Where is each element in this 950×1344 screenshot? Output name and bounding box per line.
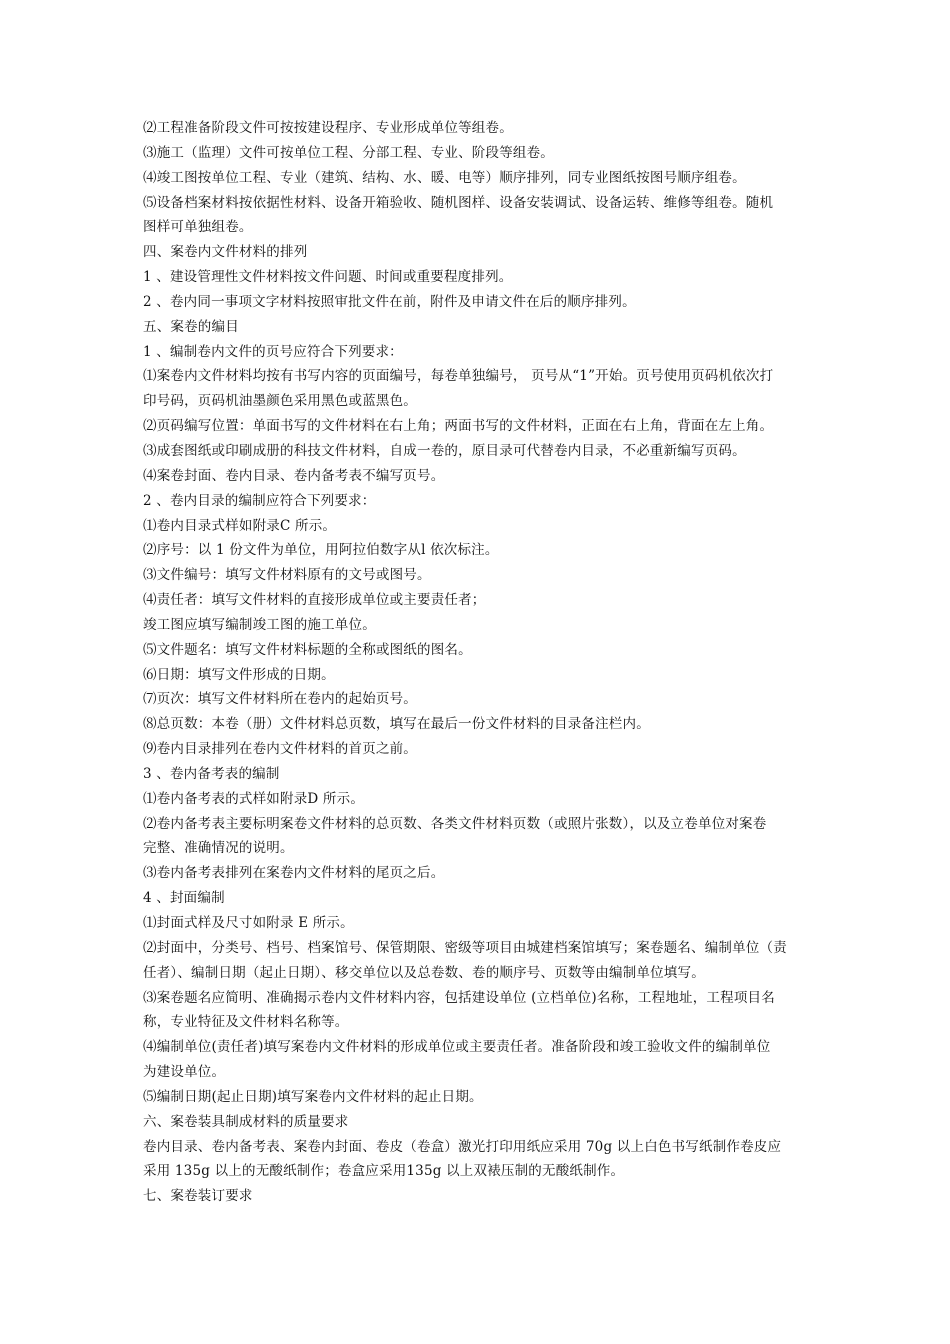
text-line: ⑴卷内备考表的式样如附录D 所示。 — [143, 790, 365, 807]
text-line: ⑴卷内目录式样如附录C 所示。 — [143, 517, 337, 534]
text-line: 采用 135g 以上的无酸纸制作；卷盒应采用135g 以上双裱压制的无酸纸制作。 — [143, 1163, 625, 1180]
text-line: ⑸设备档案材料按依据性材料、设备开箱验收、随机图样、设备安装调试、设备运转、维修等组卷。随机 — [143, 194, 774, 211]
text-line: ⑶卷内备考表排列在案卷内文件材料的尾页之后。 — [143, 865, 445, 882]
text-line: ⑶案卷题名应简明、准确揭示卷内文件材料内容，包括建设单位 (立档单位)名称，工程地址，工程项目名 — [143, 989, 775, 1006]
text-line: 卷内目录、卷内备考表、案卷内封面、卷皮（卷盒）激光打印用纸应采用 70g 以上白色书写纸制作卷皮应 — [143, 1138, 782, 1155]
text-line: 3 、卷内备考表的编制 — [143, 765, 280, 782]
text-line: 1 、编制卷内文件的页号应符合下列要求： — [143, 343, 403, 360]
text-line: ⑷案卷封面、卷内目录、卷内备考表不编写页号。 — [143, 467, 445, 484]
document-body — [143, 116, 823, 1209]
text-line: ⑵卷内备考表主要标明案卷文件材料的总页数、各类文件材料页数（或照片张数），以及立卷单位对案卷 — [143, 815, 767, 832]
text-line: ⑷责任者：填写文件材料的直接形成单位或主要责任者； — [143, 592, 486, 609]
text-line: 2 、卷内目录的编制应符合下列要求： — [143, 492, 376, 509]
text-line: 称，专业特征及文件材料名称等。 — [143, 1014, 349, 1031]
text-line: ⑼卷内目录排列在卷内文件材料的首页之前。 — [143, 741, 417, 758]
text-line: 任者）、编制日期（起止日期）、移交单位以及总卷数、卷的顺序号、页数等由编制单位填写。 — [143, 964, 705, 981]
text-line: ⑴封面式样及尺寸如附录 E 所示。 — [143, 915, 354, 931]
text-line: ⑷编制单位(责任者)填写案卷内文件材料的形成单位或主要责任者。准备阶段和竣工验收文件的编制单位 — [143, 1039, 771, 1056]
text-line: 图样可单独组卷。 — [143, 219, 253, 236]
text-line: ⑶施工（监理）文件可按单位工程、分部工程、专业、阶段等组卷。 — [143, 144, 554, 161]
text-line: 印号码，页码机油墨颜色采用黑色或蓝黑色。 — [143, 393, 417, 410]
text-line: 为建设单位。 — [143, 1064, 226, 1081]
text-line: 七、案卷装订要求 — [143, 1188, 253, 1205]
text-line: 2 、卷内同一事项文字材料按照审批文件在前，附件及申请文件在后的顺序排列。 — [143, 293, 636, 310]
text-line: ⑴案卷内文件材料均按有书写内容的页面编号，每卷单独编号， 页号从“1”开始。页号使用页码机依次打 — [143, 368, 774, 385]
text-line: 六、案卷装具制成材料的质量要求 — [143, 1113, 349, 1130]
text-line: ⑵封面中，分类号、档号、档案馆号、保管期限、密级等项目由城建档案馆填写；案卷题名、编制单位（责 — [143, 939, 787, 956]
text-line: ⑶成套图纸或印刷成册的科技文件材料，自成一卷的，原目录可代替卷内目录，不必重新编写页码。 — [143, 442, 746, 459]
text-line: 完整、准确情况的说明。 — [143, 840, 294, 857]
text-line: ⑵页码编写位置：单面书写的文件材料在右上角；两面书写的文件材料，正面在右上角，背面在左上角。 — [143, 418, 774, 435]
text-line: ⑹日期：填写文件形成的日期。 — [143, 666, 335, 683]
text-line: ⑶文件编号：填写文件材料原有的文号或图号。 — [143, 567, 431, 584]
text-line: 1 、建设管理性文件材料按文件问题、时间或重要程度排列。 — [143, 269, 513, 286]
text-line: 竣工图应填写编制竣工图的施工单位。 — [143, 616, 376, 633]
text-line: ⑷竣工图按单位工程、专业（建筑、结构、水、暖、电等）顺序排列，同专业图纸按图号顺序组卷。 — [143, 169, 746, 186]
text-line: ⑺页次：填写文件材料所在卷内的起始页号。 — [143, 691, 417, 708]
text-line: ⑵工程准备阶段文件可按按建设程序、专业形成单位等组卷。 — [143, 120, 513, 136]
text-line: 五、案卷的编目 — [143, 318, 239, 335]
text-line: ⑸编制日期(起止日期)填写案卷内文件材料的起止日期。 — [143, 1088, 483, 1105]
text-line: ⑵序号：以 1 份文件为单位，用阿拉伯数字从l 依次标注。 — [143, 542, 499, 559]
text-line: ⑻总页数：本卷（册）文件材料总页数，填写在最后一份文件材料的目录备注栏内。 — [143, 716, 650, 733]
text-line: ⑸文件题名：填写文件材料标题的全称或图纸的图名。 — [143, 641, 472, 658]
text-line: 4 、封面编制 — [143, 890, 225, 907]
text-line: 四、案卷内文件材料的排列 — [143, 244, 308, 261]
